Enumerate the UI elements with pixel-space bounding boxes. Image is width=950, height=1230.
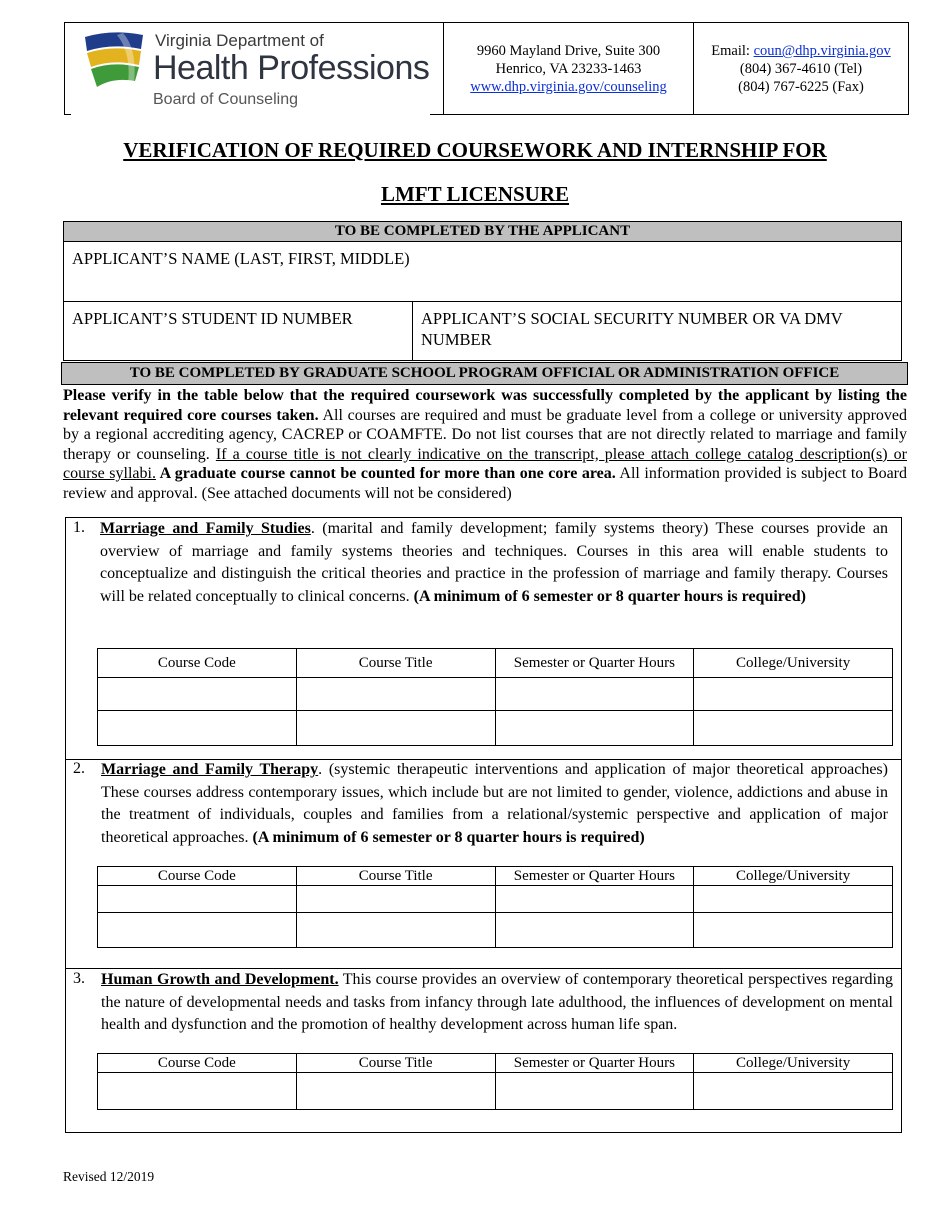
section-1-number: 1.	[73, 519, 85, 536]
page-title-line-1: VERIFICATION OF REQUIRED COURSEWORK AND INTERNSHIP FOR	[123, 138, 827, 162]
email-link[interactable]: coun@dhp.virginia.gov	[753, 43, 891, 59]
college-cell[interactable]	[694, 678, 893, 711]
revision-date: Revised 12/2019	[63, 1169, 155, 1184]
header-hours: Semester or Quarter Hours	[495, 1054, 694, 1073]
instructions-text-1: All courses are required and must be graduate level from a college or university approved by a regional accrediting agency, CACREP or COAMFTE. Do not list courses that are not directly related to marriage and family therapy or counseling.	[63, 406, 908, 463]
instructions-bold-2: A graduate course cannot be counted for more than one core area.	[155, 465, 616, 483]
ssn-field[interactable]	[412, 301, 902, 361]
course-code-cell[interactable]	[98, 913, 297, 948]
instructions-paragraph	[63, 386, 907, 504]
header-course-title: Course Title	[296, 649, 495, 678]
section-2-text: . (systemic therapeutic interventions and application of major theoretical approaches) These courses address contemporary issues, which include but are not limited to gender, violence, addictions and abuse in the treatment of individuals, couples and families from a relational/systemic perspective and application of major theoretical approaches.	[101, 761, 888, 846]
official-section-heading: TO BE COMPLETED BY GRADUATE SCHOOL PROGRAM OFFICIAL OR ADMINISTRATION OFFICE	[61, 362, 908, 385]
course-title-cell[interactable]	[296, 678, 495, 711]
ssn-label: APPLICANT’S SOCIAL SECURITY NUMBER OR VA DMV NUMBER	[421, 309, 843, 349]
logo-box	[64, 22, 444, 115]
applicant-name-field[interactable]	[63, 241, 902, 302]
course-code-cell[interactable]	[98, 678, 297, 711]
college-cell[interactable]	[694, 711, 893, 746]
section-1-requirement: (A minimum of 6 semester or 8 quarter hours is required)	[413, 587, 806, 605]
section-1-description	[100, 518, 888, 608]
address-box	[443, 22, 694, 115]
section-3-course-table	[97, 1053, 893, 1110]
section-2-description	[101, 759, 888, 849]
course-title-cell[interactable]	[296, 1073, 495, 1110]
logo-line-1: Virginia Department of	[155, 31, 324, 50]
header-college: College/University	[694, 867, 893, 886]
header-course-title: Course Title	[296, 867, 495, 886]
course-code-cell[interactable]	[98, 886, 297, 913]
header-hours: Semester or Quarter Hours	[495, 867, 694, 886]
section-3-number: 3.	[73, 970, 85, 987]
course-title-cell[interactable]	[296, 913, 495, 948]
college-cell[interactable]	[694, 913, 893, 948]
fax-number: (804) 767-6225 (Fax)	[738, 79, 864, 95]
logo-line-2: Health Professions	[153, 49, 430, 87]
instructions-bold-1: Please verify in the table below that the required coursework was successfully completed by the applicant by listing the relevant required core courses taken.	[63, 387, 907, 424]
section-1-text: . (marital and family development; family systems theory) These courses provide an overview of marriage and family systems theories and techniques. Courses in this area will enable students to conceptualize and distinguish the critical theories and practice in the profession of marriage and family therapy. Courses will be related conceptually to clinical concerns.	[100, 520, 889, 605]
section-2-number: 2.	[73, 760, 85, 777]
course-code-cell[interactable]	[98, 1073, 297, 1110]
student-id-label: APPLICANT’S STUDENT ID NUMBER	[72, 309, 353, 328]
section-2-title: Marriage and Family Therapy	[101, 761, 319, 778]
logo-line-3: Board of Counseling	[153, 91, 298, 108]
section-3-text: This course provides an overview of contemporary theoretical perspectives regarding the nature of developmental needs and tasks from infancy through late adulthood, the influences of development on mental health and dysfunction and the promotion of healthy development across human life span.	[101, 971, 893, 1033]
hours-cell[interactable]	[495, 1073, 694, 1110]
address-line-2: Henrico, VA 23233-1463	[495, 61, 642, 77]
course-code-cell[interactable]	[98, 711, 297, 746]
header-course-code: Course Code	[98, 867, 297, 886]
applicant-name-label: APPLICANT’S NAME (LAST, FIRST, MIDDLE)	[72, 249, 410, 268]
college-cell[interactable]	[694, 886, 893, 913]
email-label: Email:	[711, 43, 754, 59]
phone-number: (804) 367-4610 (Tel)	[739, 61, 863, 77]
header-college: College/University	[694, 649, 893, 678]
header-college: College/University	[694, 1054, 893, 1073]
hours-cell[interactable]	[495, 711, 694, 746]
website-link[interactable]: www.dhp.virginia.gov/counseling	[470, 79, 667, 95]
section-2-requirement: (A minimum of 6 semester or 8 quarter hours is required)	[252, 828, 645, 846]
header-hours: Semester or Quarter Hours	[495, 649, 694, 678]
applicant-section-heading: TO BE COMPLETED BY THE APPLICANT	[63, 221, 902, 242]
section-2-course-table	[97, 866, 893, 948]
student-id-field[interactable]	[63, 301, 413, 361]
instructions-underlined: If a course title is not clearly indicative on the transcript, please attach college catalog description(s) or course syllabi.	[63, 445, 908, 483]
page-title-line-2: LMFT LICENSURE	[380, 182, 570, 206]
section-3-description	[101, 969, 893, 1037]
address-line-1: 9960 Mayland Drive, Suite 300	[476, 43, 661, 59]
course-title-cell[interactable]	[296, 886, 495, 913]
college-cell[interactable]	[694, 1073, 893, 1110]
instructions-text-2: All information provided is subject to Board review and approval. (See attached documents will not be considered)	[63, 465, 907, 502]
section-1-title: Marriage and Family Studies	[100, 520, 311, 537]
course-title-cell[interactable]	[296, 711, 495, 746]
header-course-code: Course Code	[98, 1054, 297, 1073]
section-1-course-table	[97, 648, 893, 746]
section-3-title: Human Growth and Development.	[101, 971, 339, 988]
hours-cell[interactable]	[495, 886, 694, 913]
hours-cell[interactable]	[495, 678, 694, 711]
header-course-title: Course Title	[296, 1054, 495, 1073]
contact-box	[693, 22, 909, 115]
hours-cell[interactable]	[495, 913, 694, 948]
dhp-logo-icon	[83, 31, 153, 95]
header-course-code: Course Code	[98, 649, 297, 678]
